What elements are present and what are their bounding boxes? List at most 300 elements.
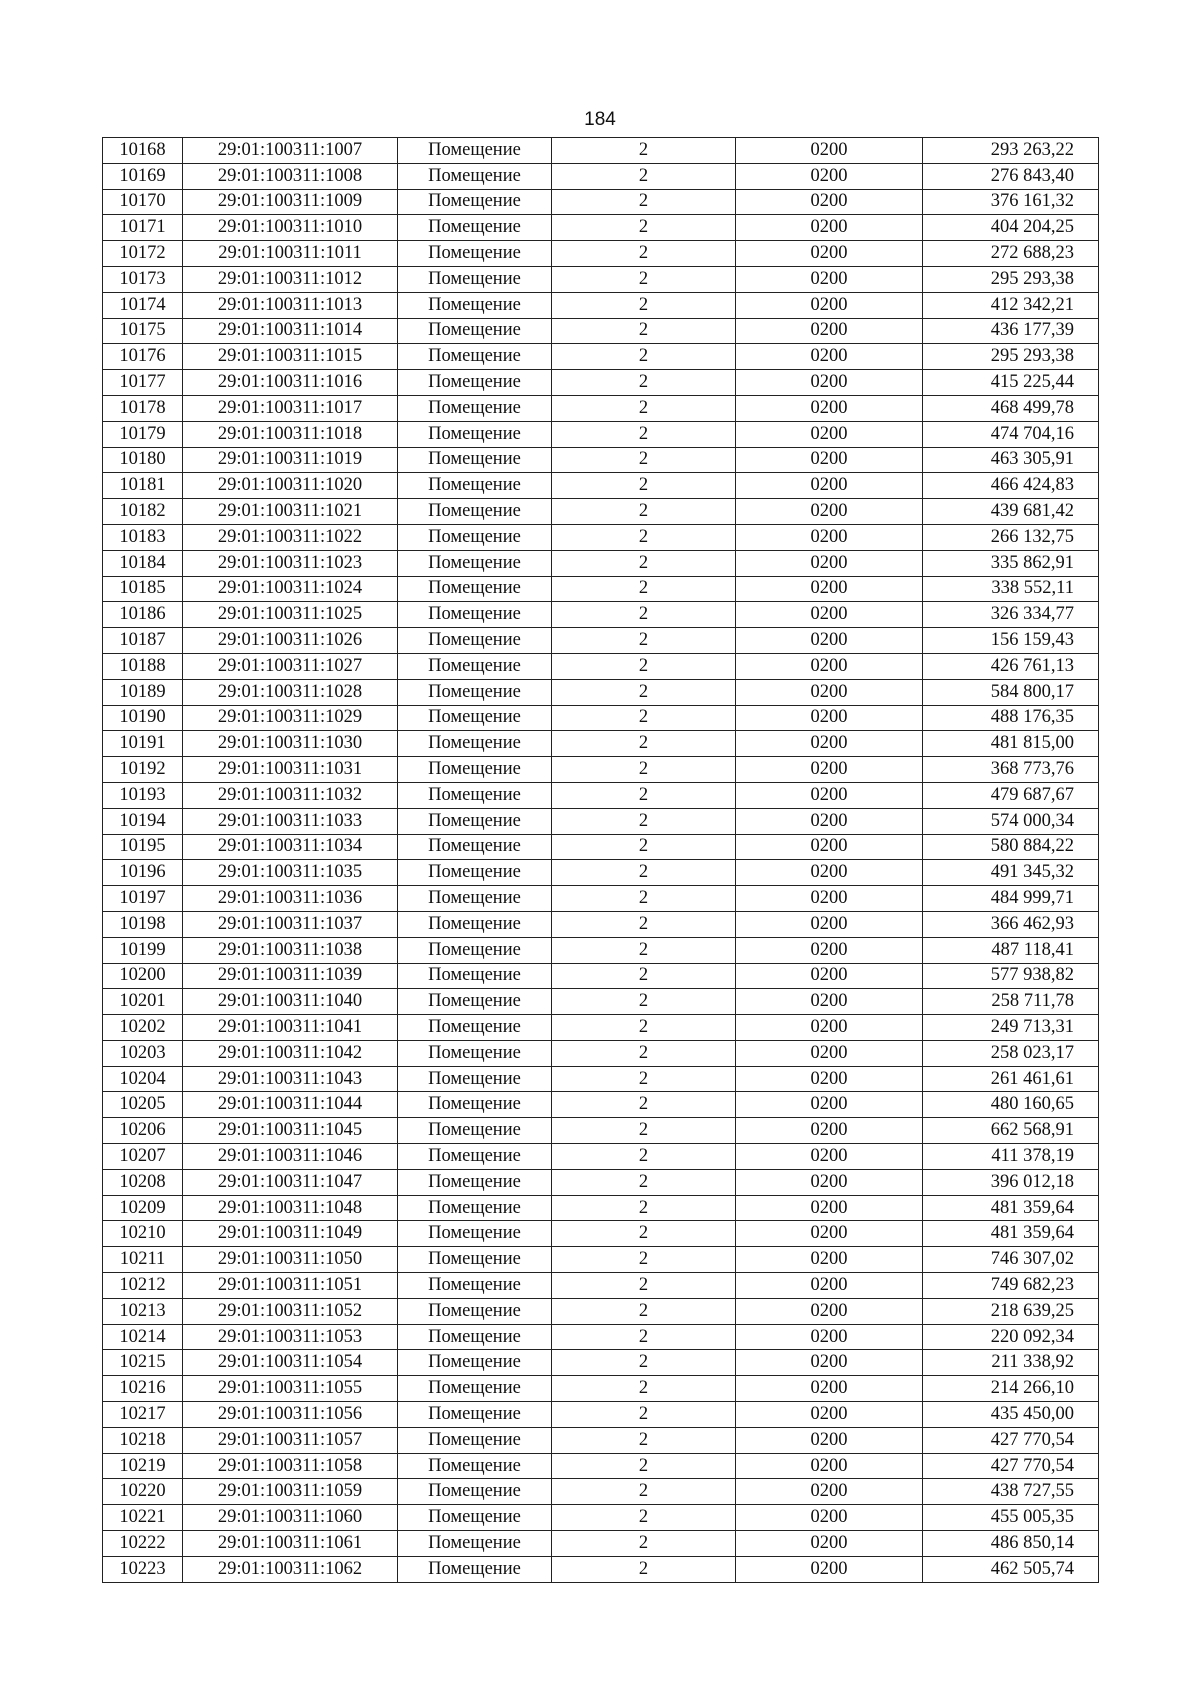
- table-row: [103, 189, 1099, 215]
- table-row: [103, 1479, 1099, 1505]
- row-number-cell: 10220: [103, 1479, 183, 1505]
- object-type-cell: Помещение: [398, 318, 552, 344]
- value-cell: 326 334,77: [923, 602, 1099, 628]
- object-type-cell: Помещение: [398, 241, 552, 267]
- table-row: [103, 1092, 1099, 1118]
- group-cell: 2: [552, 215, 736, 241]
- row-number-cell: 10222: [103, 1531, 183, 1557]
- value-cell: 404 204,25: [923, 215, 1099, 241]
- cadastral-number-cell: 29:01:100311:1035: [183, 860, 398, 886]
- row-number-cell: 10182: [103, 499, 183, 525]
- cadastral-number-cell: 29:01:100311:1008: [183, 163, 398, 189]
- row-number-cell: 10184: [103, 550, 183, 576]
- row-number-cell: 10217: [103, 1402, 183, 1428]
- table-row: [103, 1273, 1099, 1299]
- cadastral-number-cell: 29:01:100311:1013: [183, 292, 398, 318]
- code-cell: 0200: [736, 1531, 923, 1557]
- code-cell: 0200: [736, 1195, 923, 1221]
- table-row: [103, 473, 1099, 499]
- group-cell: 2: [552, 886, 736, 912]
- object-type-cell: Помещение: [398, 602, 552, 628]
- group-cell: 2: [552, 1479, 736, 1505]
- code-cell: 0200: [736, 1092, 923, 1118]
- cadastral-number-cell: 29:01:100311:1059: [183, 1479, 398, 1505]
- object-type-cell: Помещение: [398, 370, 552, 396]
- code-cell: 0200: [736, 911, 923, 937]
- object-type-cell: Помещение: [398, 628, 552, 654]
- object-type-cell: Помещение: [398, 1273, 552, 1299]
- table-row: [103, 602, 1099, 628]
- code-cell: 0200: [736, 1479, 923, 1505]
- object-type-cell: Помещение: [398, 473, 552, 499]
- group-cell: 2: [552, 653, 736, 679]
- object-type-cell: Помещение: [398, 911, 552, 937]
- value-cell: 396 012,18: [923, 1169, 1099, 1195]
- value-cell: 415 225,44: [923, 370, 1099, 396]
- group-cell: 2: [552, 524, 736, 550]
- group-cell: 2: [552, 834, 736, 860]
- value-cell: 258 023,17: [923, 1040, 1099, 1066]
- table-row: [103, 911, 1099, 937]
- object-type-cell: Помещение: [398, 1531, 552, 1557]
- code-cell: 0200: [736, 1247, 923, 1273]
- table-row: [103, 1015, 1099, 1041]
- group-cell: 2: [552, 602, 736, 628]
- code-cell: 0200: [736, 886, 923, 912]
- table-row: [103, 266, 1099, 292]
- object-type-cell: Помещение: [398, 292, 552, 318]
- group-cell: 2: [552, 1427, 736, 1453]
- row-number-cell: 10171: [103, 215, 183, 241]
- group-cell: 2: [552, 1195, 736, 1221]
- cadastral-number-cell: 29:01:100311:1016: [183, 370, 398, 396]
- group-cell: 2: [552, 1015, 736, 1041]
- code-cell: 0200: [736, 705, 923, 731]
- object-type-cell: Помещение: [398, 1195, 552, 1221]
- row-number-cell: 10221: [103, 1505, 183, 1531]
- object-type-cell: Помещение: [398, 1221, 552, 1247]
- row-number-cell: 10192: [103, 757, 183, 783]
- object-type-cell: Помещение: [398, 1169, 552, 1195]
- cadastral-number-cell: 29:01:100311:1054: [183, 1350, 398, 1376]
- row-number-cell: 10206: [103, 1118, 183, 1144]
- cadastral-number-cell: 29:01:100311:1024: [183, 576, 398, 602]
- cadastral-number-cell: 29:01:100311:1052: [183, 1298, 398, 1324]
- cadastral-number-cell: 29:01:100311:1036: [183, 886, 398, 912]
- cadastral-number-cell: 29:01:100311:1031: [183, 757, 398, 783]
- table-row: [103, 1531, 1099, 1557]
- row-number-cell: 10172: [103, 241, 183, 267]
- group-cell: 2: [552, 1273, 736, 1299]
- row-number-cell: 10204: [103, 1066, 183, 1092]
- value-cell: 338 552,11: [923, 576, 1099, 602]
- cadastral-number-cell: 29:01:100311:1055: [183, 1376, 398, 1402]
- code-cell: 0200: [736, 318, 923, 344]
- cadastral-number-cell: 29:01:100311:1029: [183, 705, 398, 731]
- table-row: [103, 292, 1099, 318]
- table-row: [103, 1144, 1099, 1170]
- table-row: [103, 1376, 1099, 1402]
- cadastral-number-cell: 29:01:100311:1017: [183, 395, 398, 421]
- object-type-cell: Помещение: [398, 886, 552, 912]
- table-row: [103, 215, 1099, 241]
- row-number-cell: 10190: [103, 705, 183, 731]
- cadastral-number-cell: 29:01:100311:1034: [183, 834, 398, 860]
- group-cell: 2: [552, 499, 736, 525]
- table-row: [103, 1066, 1099, 1092]
- cadastral-number-cell: 29:01:100311:1037: [183, 911, 398, 937]
- code-cell: 0200: [736, 757, 923, 783]
- code-cell: 0200: [736, 1453, 923, 1479]
- value-cell: 484 999,71: [923, 886, 1099, 912]
- object-type-cell: Помещение: [398, 1066, 552, 1092]
- object-type-cell: Помещение: [398, 1015, 552, 1041]
- cadastral-number-cell: 29:01:100311:1027: [183, 653, 398, 679]
- code-cell: 0200: [736, 602, 923, 628]
- value-cell: 580 884,22: [923, 834, 1099, 860]
- value-cell: 468 499,78: [923, 395, 1099, 421]
- object-type-cell: Помещение: [398, 550, 552, 576]
- value-cell: 746 307,02: [923, 1247, 1099, 1273]
- code-cell: 0200: [736, 1040, 923, 1066]
- registry-table: [102, 137, 1099, 1583]
- cadastral-number-cell: 29:01:100311:1022: [183, 524, 398, 550]
- cadastral-number-cell: 29:01:100311:1023: [183, 550, 398, 576]
- value-cell: 293 263,22: [923, 138, 1099, 164]
- table-row: [103, 241, 1099, 267]
- table-row: [103, 886, 1099, 912]
- code-cell: 0200: [736, 937, 923, 963]
- group-cell: 2: [552, 1066, 736, 1092]
- table-row: [103, 395, 1099, 421]
- group-cell: 2: [552, 241, 736, 267]
- table-row: [103, 1350, 1099, 1376]
- value-cell: 156 159,43: [923, 628, 1099, 654]
- code-cell: 0200: [736, 189, 923, 215]
- row-number-cell: 10181: [103, 473, 183, 499]
- group-cell: 2: [552, 911, 736, 937]
- value-cell: 427 770,54: [923, 1427, 1099, 1453]
- group-cell: 2: [552, 731, 736, 757]
- row-number-cell: 10195: [103, 834, 183, 860]
- cadastral-number-cell: 29:01:100311:1021: [183, 499, 398, 525]
- object-type-cell: Помещение: [398, 653, 552, 679]
- value-cell: 479 687,67: [923, 782, 1099, 808]
- table-row: [103, 808, 1099, 834]
- cadastral-number-cell: 29:01:100311:1039: [183, 963, 398, 989]
- row-number-cell: 10201: [103, 989, 183, 1015]
- cadastral-number-cell: 29:01:100311:1019: [183, 447, 398, 473]
- object-type-cell: Помещение: [398, 1247, 552, 1273]
- code-cell: 0200: [736, 524, 923, 550]
- code-cell: 0200: [736, 473, 923, 499]
- group-cell: 2: [552, 473, 736, 499]
- code-cell: 0200: [736, 963, 923, 989]
- table-row: [103, 834, 1099, 860]
- object-type-cell: Помещение: [398, 731, 552, 757]
- table-row: [103, 576, 1099, 602]
- row-number-cell: 10205: [103, 1092, 183, 1118]
- group-cell: 2: [552, 550, 736, 576]
- code-cell: 0200: [736, 1350, 923, 1376]
- code-cell: 0200: [736, 834, 923, 860]
- table-row: [103, 628, 1099, 654]
- table-row: [103, 1427, 1099, 1453]
- row-number-cell: 10185: [103, 576, 183, 602]
- table-row: [103, 1453, 1099, 1479]
- code-cell: 0200: [736, 370, 923, 396]
- table-row: [103, 1221, 1099, 1247]
- object-type-cell: Помещение: [398, 189, 552, 215]
- row-number-cell: 10174: [103, 292, 183, 318]
- table-row: [103, 163, 1099, 189]
- table-row: [103, 1118, 1099, 1144]
- table-row: [103, 138, 1099, 164]
- object-type-cell: Помещение: [398, 1376, 552, 1402]
- value-cell: 261 461,61: [923, 1066, 1099, 1092]
- group-cell: 2: [552, 1092, 736, 1118]
- group-cell: 2: [552, 189, 736, 215]
- table-row: [103, 1195, 1099, 1221]
- value-cell: 435 450,00: [923, 1402, 1099, 1428]
- table-row: [103, 731, 1099, 757]
- group-cell: 2: [552, 138, 736, 164]
- group-cell: 2: [552, 1324, 736, 1350]
- group-cell: 2: [552, 808, 736, 834]
- table-row: [103, 421, 1099, 447]
- row-number-cell: 10197: [103, 886, 183, 912]
- code-cell: 0200: [736, 1427, 923, 1453]
- group-cell: 2: [552, 163, 736, 189]
- table-row: [103, 318, 1099, 344]
- group-cell: 2: [552, 266, 736, 292]
- cadastral-number-cell: 29:01:100311:1018: [183, 421, 398, 447]
- table-row: [103, 679, 1099, 705]
- code-cell: 0200: [736, 1376, 923, 1402]
- code-cell: 0200: [736, 1066, 923, 1092]
- object-type-cell: Помещение: [398, 1298, 552, 1324]
- cadastral-number-cell: 29:01:100311:1045: [183, 1118, 398, 1144]
- group-cell: 2: [552, 679, 736, 705]
- row-number-cell: 10200: [103, 963, 183, 989]
- object-type-cell: Помещение: [398, 834, 552, 860]
- code-cell: 0200: [736, 447, 923, 473]
- group-cell: 2: [552, 1453, 736, 1479]
- code-cell: 0200: [736, 989, 923, 1015]
- registry-table-body: [103, 138, 1099, 1583]
- object-type-cell: Помещение: [398, 1479, 552, 1505]
- code-cell: 0200: [736, 163, 923, 189]
- code-cell: 0200: [736, 679, 923, 705]
- value-cell: 249 713,31: [923, 1015, 1099, 1041]
- table-row: [103, 1324, 1099, 1350]
- cadastral-number-cell: 29:01:100311:1011: [183, 241, 398, 267]
- value-cell: 266 132,75: [923, 524, 1099, 550]
- row-number-cell: 10183: [103, 524, 183, 550]
- row-number-cell: 10173: [103, 266, 183, 292]
- code-cell: 0200: [736, 1505, 923, 1531]
- cadastral-number-cell: 29:01:100311:1057: [183, 1427, 398, 1453]
- value-cell: 662 568,91: [923, 1118, 1099, 1144]
- value-cell: 427 770,54: [923, 1453, 1099, 1479]
- value-cell: 749 682,23: [923, 1273, 1099, 1299]
- value-cell: 218 639,25: [923, 1298, 1099, 1324]
- row-number-cell: 10202: [103, 1015, 183, 1041]
- object-type-cell: Помещение: [398, 782, 552, 808]
- row-number-cell: 10176: [103, 344, 183, 370]
- value-cell: 411 378,19: [923, 1144, 1099, 1170]
- code-cell: 0200: [736, 628, 923, 654]
- table-row: [103, 447, 1099, 473]
- table-row: [103, 653, 1099, 679]
- row-number-cell: 10196: [103, 860, 183, 886]
- table-row: [103, 1247, 1099, 1273]
- code-cell: 0200: [736, 421, 923, 447]
- table-row: [103, 1040, 1099, 1066]
- code-cell: 0200: [736, 576, 923, 602]
- object-type-cell: Помещение: [398, 1324, 552, 1350]
- cadastral-number-cell: 29:01:100311:1032: [183, 782, 398, 808]
- object-type-cell: Помещение: [398, 163, 552, 189]
- object-type-cell: Помещение: [398, 937, 552, 963]
- row-number-cell: 10180: [103, 447, 183, 473]
- cadastral-number-cell: 29:01:100311:1025: [183, 602, 398, 628]
- value-cell: 295 293,38: [923, 344, 1099, 370]
- table-row: [103, 757, 1099, 783]
- table-row: [103, 989, 1099, 1015]
- table-row: [103, 1169, 1099, 1195]
- value-cell: 474 704,16: [923, 421, 1099, 447]
- value-cell: 438 727,55: [923, 1479, 1099, 1505]
- row-number-cell: 10170: [103, 189, 183, 215]
- cadastral-number-cell: 29:01:100311:1056: [183, 1402, 398, 1428]
- row-number-cell: 10219: [103, 1453, 183, 1479]
- row-number-cell: 10199: [103, 937, 183, 963]
- code-cell: 0200: [736, 1556, 923, 1582]
- code-cell: 0200: [736, 499, 923, 525]
- code-cell: 0200: [736, 550, 923, 576]
- group-cell: 2: [552, 1531, 736, 1557]
- table-row: [103, 1402, 1099, 1428]
- object-type-cell: Помещение: [398, 499, 552, 525]
- group-cell: 2: [552, 1402, 736, 1428]
- row-number-cell: 10169: [103, 163, 183, 189]
- object-type-cell: Помещение: [398, 1427, 552, 1453]
- value-cell: 272 688,23: [923, 241, 1099, 267]
- object-type-cell: Помещение: [398, 215, 552, 241]
- table-row: [103, 499, 1099, 525]
- value-cell: 295 293,38: [923, 266, 1099, 292]
- object-type-cell: Помещение: [398, 963, 552, 989]
- row-number-cell: 10168: [103, 138, 183, 164]
- value-cell: 486 850,14: [923, 1531, 1099, 1557]
- value-cell: 335 862,91: [923, 550, 1099, 576]
- row-number-cell: 10186: [103, 602, 183, 628]
- code-cell: 0200: [736, 1118, 923, 1144]
- value-cell: 481 815,00: [923, 731, 1099, 757]
- group-cell: 2: [552, 989, 736, 1015]
- table-row: [103, 782, 1099, 808]
- group-cell: 2: [552, 1376, 736, 1402]
- object-type-cell: Помещение: [398, 576, 552, 602]
- object-type-cell: Помещение: [398, 421, 552, 447]
- object-type-cell: Помещение: [398, 1556, 552, 1582]
- value-cell: 462 505,74: [923, 1556, 1099, 1582]
- code-cell: 0200: [736, 1402, 923, 1428]
- table-row: [103, 370, 1099, 396]
- code-cell: 0200: [736, 731, 923, 757]
- cadastral-number-cell: 29:01:100311:1049: [183, 1221, 398, 1247]
- object-type-cell: Помещение: [398, 1040, 552, 1066]
- object-type-cell: Помещение: [398, 705, 552, 731]
- value-cell: 491 345,32: [923, 860, 1099, 886]
- cadastral-number-cell: 29:01:100311:1033: [183, 808, 398, 834]
- value-cell: 487 118,41: [923, 937, 1099, 963]
- cadastral-number-cell: 29:01:100311:1026: [183, 628, 398, 654]
- object-type-cell: Помещение: [398, 344, 552, 370]
- group-cell: 2: [552, 344, 736, 370]
- group-cell: 2: [552, 1221, 736, 1247]
- group-cell: 2: [552, 318, 736, 344]
- group-cell: 2: [552, 1169, 736, 1195]
- code-cell: 0200: [736, 344, 923, 370]
- cadastral-number-cell: 29:01:100311:1048: [183, 1195, 398, 1221]
- value-cell: 412 342,21: [923, 292, 1099, 318]
- value-cell: 276 843,40: [923, 163, 1099, 189]
- row-number-cell: 10178: [103, 395, 183, 421]
- value-cell: 439 681,42: [923, 499, 1099, 525]
- code-cell: 0200: [736, 215, 923, 241]
- row-number-cell: 10175: [103, 318, 183, 344]
- row-number-cell: 10210: [103, 1221, 183, 1247]
- object-type-cell: Помещение: [398, 679, 552, 705]
- table-row: [103, 1298, 1099, 1324]
- row-number-cell: 10208: [103, 1169, 183, 1195]
- cadastral-number-cell: 29:01:100311:1012: [183, 266, 398, 292]
- table-row: [103, 937, 1099, 963]
- object-type-cell: Помещение: [398, 1092, 552, 1118]
- object-type-cell: Помещение: [398, 138, 552, 164]
- value-cell: 258 711,78: [923, 989, 1099, 1015]
- code-cell: 0200: [736, 860, 923, 886]
- code-cell: 0200: [736, 292, 923, 318]
- cadastral-number-cell: 29:01:100311:1042: [183, 1040, 398, 1066]
- object-type-cell: Помещение: [398, 1505, 552, 1531]
- value-cell: 455 005,35: [923, 1505, 1099, 1531]
- value-cell: 426 761,13: [923, 653, 1099, 679]
- cadastral-number-cell: 29:01:100311:1047: [183, 1169, 398, 1195]
- table-row: [103, 705, 1099, 731]
- cadastral-number-cell: 29:01:100311:1015: [183, 344, 398, 370]
- row-number-cell: 10203: [103, 1040, 183, 1066]
- code-cell: 0200: [736, 1324, 923, 1350]
- value-cell: 481 359,64: [923, 1195, 1099, 1221]
- group-cell: 2: [552, 1247, 736, 1273]
- value-cell: 214 266,10: [923, 1376, 1099, 1402]
- table-row: [103, 550, 1099, 576]
- group-cell: 2: [552, 705, 736, 731]
- group-cell: 2: [552, 937, 736, 963]
- cadastral-number-cell: 29:01:100311:1046: [183, 1144, 398, 1170]
- row-number-cell: 10193: [103, 782, 183, 808]
- value-cell: 584 800,17: [923, 679, 1099, 705]
- page-number: 184: [584, 109, 616, 130]
- row-number-cell: 10215: [103, 1350, 183, 1376]
- cadastral-number-cell: 29:01:100311:1014: [183, 318, 398, 344]
- row-number-cell: 10209: [103, 1195, 183, 1221]
- value-cell: 488 176,35: [923, 705, 1099, 731]
- code-cell: 0200: [736, 1144, 923, 1170]
